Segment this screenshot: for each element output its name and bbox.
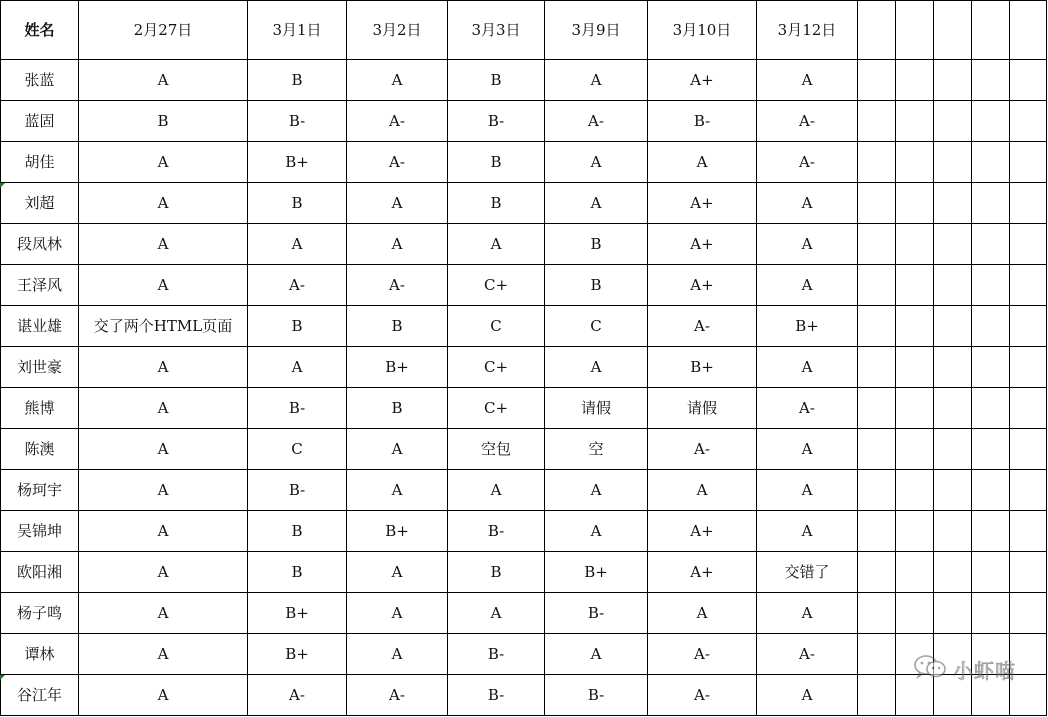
grade-cell[interactable]: A bbox=[79, 470, 248, 511]
empty-cell[interactable] bbox=[896, 552, 934, 593]
grade-cell[interactable]: A bbox=[545, 183, 648, 224]
empty-cell[interactable] bbox=[934, 60, 972, 101]
grade-cell[interactable]: A bbox=[347, 593, 448, 634]
grade-cell[interactable]: A bbox=[347, 224, 448, 265]
empty-cell[interactable] bbox=[972, 347, 1010, 388]
empty-cell[interactable] bbox=[934, 101, 972, 142]
empty-cell[interactable] bbox=[934, 183, 972, 224]
empty-cell[interactable] bbox=[858, 60, 896, 101]
empty-cell[interactable] bbox=[896, 1, 934, 60]
empty-cell[interactable] bbox=[858, 1, 896, 60]
empty-cell[interactable] bbox=[1010, 306, 1047, 347]
grade-cell[interactable]: B bbox=[79, 101, 248, 142]
grade-cell[interactable]: C+ bbox=[448, 388, 545, 429]
watermark bbox=[913, 654, 1016, 684]
grade-cell[interactable]: A+ bbox=[648, 224, 757, 265]
grade-cell[interactable]: A bbox=[648, 470, 757, 511]
grade-cell[interactable]: B bbox=[448, 142, 545, 183]
empty-cell[interactable] bbox=[972, 60, 1010, 101]
grade-cell[interactable]: B bbox=[248, 306, 347, 347]
grade-cell[interactable]: 空包 bbox=[448, 429, 545, 470]
empty-cell[interactable] bbox=[1010, 470, 1047, 511]
empty-cell[interactable] bbox=[896, 142, 934, 183]
table-body bbox=[1, 1, 1047, 716]
grade-cell[interactable]: A bbox=[448, 470, 545, 511]
grade-cell[interactable]: B- bbox=[448, 101, 545, 142]
student-name-cell[interactable]: 杨子鸣 bbox=[1, 593, 79, 634]
empty-cell[interactable] bbox=[896, 183, 934, 224]
grade-cell[interactable]: B bbox=[248, 552, 347, 593]
empty-cell[interactable] bbox=[858, 347, 896, 388]
empty-cell[interactable] bbox=[1010, 1, 1047, 60]
date-header-cell[interactable]: 3月3日 bbox=[448, 1, 545, 60]
empty-cell[interactable] bbox=[972, 388, 1010, 429]
empty-cell[interactable] bbox=[858, 675, 896, 716]
grade-cell[interactable]: A bbox=[545, 511, 648, 552]
grade-cell[interactable]: C bbox=[545, 306, 648, 347]
grade-cell[interactable]: A bbox=[79, 429, 248, 470]
empty-cell[interactable] bbox=[858, 470, 896, 511]
grade-cell[interactable]: 交了两个HTML页面 bbox=[79, 306, 248, 347]
empty-cell[interactable] bbox=[858, 634, 896, 675]
empty-cell[interactable] bbox=[934, 306, 972, 347]
empty-cell[interactable] bbox=[1010, 429, 1047, 470]
grade-cell[interactable]: B+ bbox=[248, 593, 347, 634]
table-row bbox=[1, 429, 1047, 470]
empty-cell[interactable] bbox=[858, 511, 896, 552]
student-name-cell[interactable]: 吴锦坤 bbox=[1, 511, 79, 552]
grade-cell[interactable]: A bbox=[757, 470, 858, 511]
empty-cell[interactable] bbox=[934, 470, 972, 511]
table-row bbox=[1, 470, 1047, 511]
empty-cell[interactable] bbox=[858, 306, 896, 347]
grade-cell[interactable]: B bbox=[347, 388, 448, 429]
grade-cell[interactable]: B- bbox=[448, 675, 545, 716]
table-row bbox=[1, 306, 1047, 347]
student-name-cell[interactable]: 张蓝 bbox=[1, 60, 79, 101]
grade-cell[interactable]: A bbox=[757, 265, 858, 306]
grade-cell[interactable]: A- bbox=[545, 101, 648, 142]
empty-cell[interactable] bbox=[1010, 101, 1047, 142]
empty-cell[interactable] bbox=[896, 511, 934, 552]
empty-cell[interactable] bbox=[1010, 511, 1047, 552]
empty-cell[interactable] bbox=[858, 593, 896, 634]
grade-cell[interactable]: C+ bbox=[448, 347, 545, 388]
grade-cell[interactable]: B- bbox=[448, 634, 545, 675]
empty-cell[interactable] bbox=[896, 265, 934, 306]
grade-cell[interactable]: A bbox=[79, 60, 248, 101]
grade-cell[interactable]: A bbox=[545, 347, 648, 388]
grade-cell[interactable]: A- bbox=[347, 142, 448, 183]
empty-cell[interactable] bbox=[972, 306, 1010, 347]
grade-cell[interactable]: B bbox=[248, 511, 347, 552]
empty-cell[interactable] bbox=[1010, 183, 1047, 224]
empty-cell[interactable] bbox=[934, 224, 972, 265]
grade-cell[interactable]: A+ bbox=[648, 183, 757, 224]
table-row bbox=[1, 675, 1047, 716]
empty-cell[interactable] bbox=[858, 429, 896, 470]
grade-cell[interactable]: 交错了 bbox=[757, 552, 858, 593]
grade-cell[interactable]: A- bbox=[347, 675, 448, 716]
grade-cell[interactable]: B+ bbox=[648, 347, 757, 388]
grade-cell[interactable]: A bbox=[79, 511, 248, 552]
student-name-cell[interactable]: 谌业雄 bbox=[1, 306, 79, 347]
grade-cell[interactable]: A- bbox=[757, 388, 858, 429]
grade-cell[interactable]: B- bbox=[648, 101, 757, 142]
grade-cell[interactable]: B bbox=[248, 60, 347, 101]
grade-cell[interactable]: A bbox=[79, 347, 248, 388]
grade-cell[interactable]: C+ bbox=[448, 265, 545, 306]
grade-cell[interactable]: A bbox=[347, 429, 448, 470]
date-header-cell[interactable]: 3月9日 bbox=[545, 1, 648, 60]
grade-cell[interactable]: A bbox=[347, 634, 448, 675]
empty-cell[interactable] bbox=[896, 101, 934, 142]
grade-cell[interactable]: B- bbox=[248, 470, 347, 511]
empty-cell[interactable] bbox=[934, 265, 972, 306]
grade-cell[interactable]: A bbox=[248, 224, 347, 265]
grade-cell[interactable]: 请假 bbox=[648, 388, 757, 429]
empty-cell[interactable] bbox=[858, 224, 896, 265]
grade-cell[interactable]: A- bbox=[347, 265, 448, 306]
grade-cell[interactable]: A bbox=[79, 142, 248, 183]
grade-cell[interactable]: A bbox=[757, 347, 858, 388]
grade-cell[interactable]: B- bbox=[545, 675, 648, 716]
grade-cell[interactable]: A+ bbox=[648, 552, 757, 593]
grade-cell[interactable]: A bbox=[79, 675, 248, 716]
empty-cell[interactable] bbox=[934, 1, 972, 60]
empty-cell[interactable] bbox=[972, 1, 1010, 60]
student-name-cell[interactable]: 谭林 bbox=[1, 634, 79, 675]
grade-cell[interactable]: B- bbox=[448, 511, 545, 552]
date-header-cell[interactable]: 3月12日 bbox=[757, 1, 858, 60]
empty-cell[interactable] bbox=[972, 552, 1010, 593]
empty-cell[interactable] bbox=[972, 183, 1010, 224]
empty-cell[interactable] bbox=[972, 265, 1010, 306]
grade-cell[interactable]: A bbox=[757, 593, 858, 634]
grade-cell[interactable]: B bbox=[448, 183, 545, 224]
name-header-cell[interactable]: 姓名 bbox=[1, 1, 79, 60]
grade-cell[interactable]: B bbox=[248, 183, 347, 224]
empty-cell[interactable] bbox=[934, 429, 972, 470]
grade-cell[interactable]: C bbox=[248, 429, 347, 470]
grade-cell[interactable]: A bbox=[757, 224, 858, 265]
grade-cell[interactable]: A bbox=[347, 470, 448, 511]
grade-cell[interactable]: A bbox=[757, 511, 858, 552]
grade-cell[interactable]: A bbox=[347, 552, 448, 593]
empty-cell[interactable] bbox=[1010, 60, 1047, 101]
empty-cell[interactable] bbox=[1010, 388, 1047, 429]
grade-cell[interactable]: B- bbox=[248, 101, 347, 142]
empty-cell[interactable] bbox=[972, 142, 1010, 183]
empty-cell[interactable] bbox=[896, 429, 934, 470]
empty-cell[interactable] bbox=[896, 306, 934, 347]
grade-cell[interactable]: A bbox=[79, 634, 248, 675]
table-row bbox=[1, 511, 1047, 552]
empty-cell[interactable] bbox=[972, 593, 1010, 634]
grade-cell[interactable]: A bbox=[79, 552, 248, 593]
table-row bbox=[1, 265, 1047, 306]
empty-cell[interactable] bbox=[934, 142, 972, 183]
grade-cell[interactable]: C bbox=[448, 306, 545, 347]
empty-cell[interactable] bbox=[896, 224, 934, 265]
student-name-cell[interactable]: 刘世豪 bbox=[1, 347, 79, 388]
student-name-cell[interactable]: 杨珂宇 bbox=[1, 470, 79, 511]
student-name-cell[interactable]: 刘超 bbox=[1, 183, 79, 224]
grade-cell[interactable]: B- bbox=[545, 593, 648, 634]
grade-cell[interactable]: A- bbox=[648, 306, 757, 347]
grade-cell[interactable]: A bbox=[757, 429, 858, 470]
student-name-cell[interactable]: 蓝固 bbox=[1, 101, 79, 142]
empty-cell[interactable] bbox=[972, 511, 1010, 552]
empty-cell[interactable] bbox=[858, 183, 896, 224]
grade-cell[interactable]: A- bbox=[248, 675, 347, 716]
watermark-label: 小虾喵 bbox=[953, 658, 1016, 683]
student-name-cell[interactable]: 胡佳 bbox=[1, 142, 79, 183]
grade-cell[interactable]: B+ bbox=[248, 634, 347, 675]
wechat-icon bbox=[913, 654, 947, 684]
grade-cell[interactable]: A- bbox=[648, 634, 757, 675]
grade-cell[interactable]: A bbox=[79, 224, 248, 265]
date-header-cell[interactable]: 3月2日 bbox=[347, 1, 448, 60]
comment-marker bbox=[0, 675, 5, 680]
date-header-cell[interactable]: 3月1日 bbox=[248, 1, 347, 60]
student-name-cell[interactable]: 谷江年 bbox=[1, 675, 79, 716]
grade-cell[interactable]: B+ bbox=[248, 142, 347, 183]
table-row bbox=[1, 183, 1047, 224]
empty-cell[interactable] bbox=[1010, 347, 1047, 388]
empty-cell[interactable] bbox=[1010, 552, 1047, 593]
grade-cell[interactable]: A bbox=[545, 634, 648, 675]
grade-cell[interactable]: A- bbox=[757, 101, 858, 142]
student-name-cell[interactable]: 陈澳 bbox=[1, 429, 79, 470]
table-row bbox=[1, 388, 1047, 429]
empty-cell[interactable] bbox=[934, 552, 972, 593]
empty-cell[interactable] bbox=[1010, 142, 1047, 183]
empty-cell[interactable] bbox=[1010, 224, 1047, 265]
empty-cell[interactable] bbox=[896, 60, 934, 101]
grade-cell[interactable]: A+ bbox=[648, 60, 757, 101]
empty-cell[interactable] bbox=[858, 388, 896, 429]
empty-cell[interactable] bbox=[1010, 593, 1047, 634]
date-header-cell[interactable]: 3月10日 bbox=[648, 1, 757, 60]
grade-cell[interactable]: B+ bbox=[545, 552, 648, 593]
grade-cell[interactable]: A+ bbox=[648, 265, 757, 306]
grade-cell[interactable]: A- bbox=[648, 675, 757, 716]
grade-cell[interactable]: A bbox=[79, 593, 248, 634]
empty-cell[interactable] bbox=[896, 470, 934, 511]
empty-cell[interactable] bbox=[972, 429, 1010, 470]
grade-cell[interactable]: A- bbox=[347, 101, 448, 142]
table-row bbox=[1, 347, 1047, 388]
table-row bbox=[1, 224, 1047, 265]
empty-cell[interactable] bbox=[934, 511, 972, 552]
empty-cell[interactable] bbox=[972, 470, 1010, 511]
grade-cell[interactable]: B bbox=[347, 306, 448, 347]
empty-cell[interactable] bbox=[858, 265, 896, 306]
empty-cell[interactable] bbox=[896, 388, 934, 429]
student-name-cell[interactable]: 王泽风 bbox=[1, 265, 79, 306]
grade-cell[interactable]: A bbox=[448, 593, 545, 634]
grade-cell[interactable]: A- bbox=[248, 265, 347, 306]
student-name-cell[interactable]: 熊博 bbox=[1, 388, 79, 429]
grade-cell[interactable]: A bbox=[79, 183, 248, 224]
empty-cell[interactable] bbox=[858, 101, 896, 142]
grade-cell[interactable]: A bbox=[347, 183, 448, 224]
empty-cell[interactable] bbox=[896, 593, 934, 634]
empty-cell[interactable] bbox=[1010, 265, 1047, 306]
table-row bbox=[1, 593, 1047, 634]
empty-cell[interactable] bbox=[972, 101, 1010, 142]
grade-cell[interactable]: 空 bbox=[545, 429, 648, 470]
empty-cell[interactable] bbox=[934, 347, 972, 388]
grade-cell[interactable]: A bbox=[648, 593, 757, 634]
empty-cell[interactable] bbox=[858, 142, 896, 183]
grade-cell[interactable]: A bbox=[545, 142, 648, 183]
grade-cell[interactable]: A bbox=[757, 183, 858, 224]
grade-cell[interactable]: B bbox=[448, 60, 545, 101]
grade-cell[interactable]: B+ bbox=[757, 306, 858, 347]
grade-cell[interactable]: A- bbox=[757, 634, 858, 675]
grade-cell[interactable]: B- bbox=[248, 388, 347, 429]
table-row bbox=[1, 142, 1047, 183]
empty-cell[interactable] bbox=[934, 388, 972, 429]
empty-cell[interactable] bbox=[934, 593, 972, 634]
table-row bbox=[1, 552, 1047, 593]
grade-cell[interactable]: A bbox=[545, 60, 648, 101]
header-row bbox=[1, 1, 1047, 60]
grade-cell[interactable]: A+ bbox=[648, 511, 757, 552]
grade-cell[interactable]: A bbox=[79, 388, 248, 429]
grade-cell[interactable]: B+ bbox=[347, 511, 448, 552]
student-name-cell[interactable]: 欧阳湘 bbox=[1, 552, 79, 593]
grade-cell[interactable]: A bbox=[347, 60, 448, 101]
table-row bbox=[1, 60, 1047, 101]
grade-cell[interactable]: 请假 bbox=[545, 388, 648, 429]
grade-cell[interactable]: B bbox=[448, 552, 545, 593]
grade-cell[interactable]: A bbox=[448, 224, 545, 265]
grade-cell[interactable]: A- bbox=[648, 429, 757, 470]
table-row bbox=[1, 101, 1047, 142]
grade-cell[interactable]: B bbox=[545, 224, 648, 265]
grade-cell[interactable]: A bbox=[79, 265, 248, 306]
student-name-cell[interactable]: 段凤林 bbox=[1, 224, 79, 265]
grade-cell[interactable]: A bbox=[545, 470, 648, 511]
date-header-cell[interactable]: 2月27日 bbox=[79, 1, 248, 60]
grade-cell[interactable]: B+ bbox=[347, 347, 448, 388]
empty-cell[interactable] bbox=[858, 552, 896, 593]
grade-cell[interactable]: A bbox=[648, 142, 757, 183]
grade-cell[interactable]: A bbox=[757, 60, 858, 101]
empty-cell[interactable] bbox=[972, 224, 1010, 265]
empty-cell[interactable] bbox=[896, 347, 934, 388]
grade-cell[interactable]: A bbox=[757, 675, 858, 716]
grade-cell[interactable]: B bbox=[545, 265, 648, 306]
table-row bbox=[1, 634, 1047, 675]
grade-cell[interactable]: A bbox=[248, 347, 347, 388]
comment-marker bbox=[0, 183, 5, 188]
grade-cell[interactable]: A- bbox=[757, 142, 858, 183]
